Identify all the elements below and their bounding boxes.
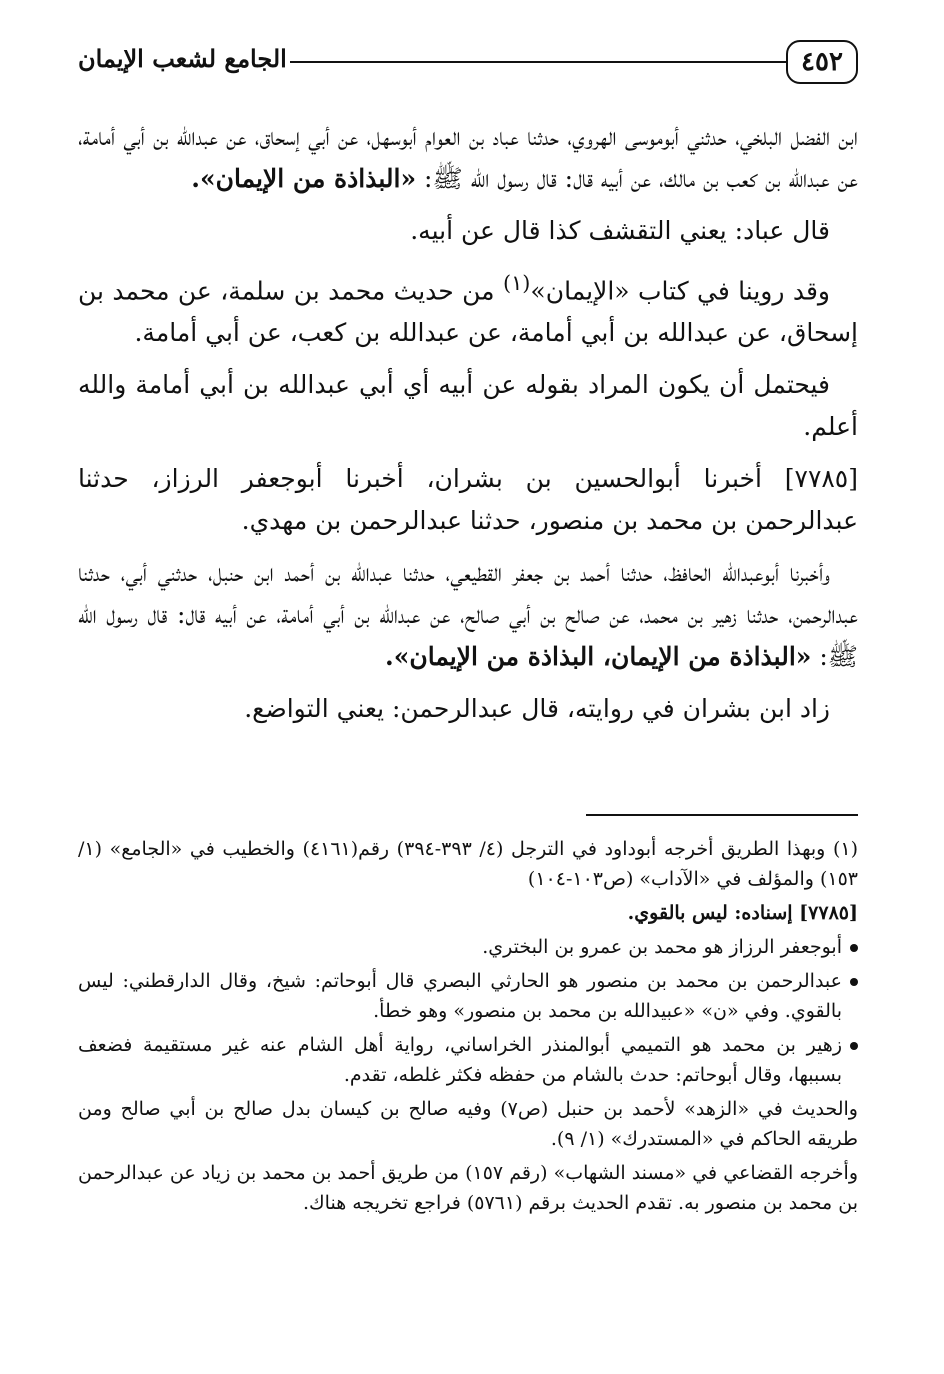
footnotes [78, 834, 858, 1222]
hadith-text: «البذاذة من الإيمان، البذاذة من الإيمان». [385, 642, 812, 672]
paragraph-7: زاد ابن بشران في روايته، قال عبدالرحمن: يعني التواضع. [244, 694, 830, 724]
paragraph-2: قال عباد: يعني التقشف كذا قال عن أبيه. [410, 216, 830, 245]
hadith-note: والحديث في «الزهد» لأحمد بن حنبل (ص٧) وفيه صالح بن كيسان بدل صالح بن أبي صالح ومن طريقه الحاكم في «المستدرك» (١/ ٩). [78, 1098, 858, 1150]
running-title: الجامع لشعب الإيمان [78, 44, 287, 73]
bullet-icon [850, 978, 858, 986]
main-text [78, 116, 858, 740]
narrator-list [78, 932, 858, 1090]
list-item [78, 932, 858, 962]
paragraph-text: أخبرنا أبوالحسين بن بشران، أخبرنا أبوجعفر الرزاز، حدثنا عبدالرحمن بن محمد بن منصور، حدثنا عبدالرحمن بن مهدي. [78, 464, 858, 536]
header-rule [290, 61, 786, 63]
paragraph-text: وأخبرنا أبوعبدالله الحافظ، حدثنا أحمد بن جعفر القطيعي، حدثنا عبدالله بن أحمد ابن حنبل، حدثني أبي، حدثنا عبدالرحمن، حدثنا زهير بن محمد، عن صالح بن أبي صالح، عن عبدالله بن أبي أمامة، عن أبيه قال: قال رسول الله ﷺ: [78, 558, 858, 672]
list-item-text: عبدالرحمن بن محمد بن منصور هو الحارثي البصري قال أبوحاتم: شيخ، وقال الدارقطني: ليس بالقوي. وفي «ن» «عبيدالله بن محمد بن منصور» وهو خطأ. [78, 970, 842, 1022]
bullet-icon [850, 1042, 858, 1050]
paragraph-text: وقد روينا في كتاب «الإيمان» [530, 276, 830, 306]
footnote-rule [586, 814, 858, 816]
paragraph-3 [78, 262, 858, 354]
list-item-text: زهير بن محمد هو التميمي أبوالمنذر الخراساني، رواية أهل الشام عنه غير مستقيمة فضعف بسببها، وقال أبوحاتم: حدث بالشام من حفظه فكثر غلطه، تقدم. [78, 1034, 842, 1086]
list-item [78, 966, 858, 1026]
extraction-note: وأخرجه القضاعي في «مسند الشهاب» (رقم ١٥٧) من طريق أحمد بن محمد بن زياد عن عبدالرحمن بن محمد بن منصور به. تقدم الحديث برقم (٥٧٦١) فراجع تخريجه هناك. [78, 1162, 858, 1214]
page-number: ٤٥٢ [786, 40, 858, 84]
footnote-marker: (١) [502, 271, 531, 295]
paragraph-6 [78, 552, 858, 678]
bullet-icon [850, 944, 858, 952]
footnote-1: (١) وبهذا الطريق أخرجه أبوداود في الترجل (٤/ ٣٩٣-٣٩٤) رقم(٤١٦١) والخطيب في «الجامع» (١/ ١٥٣) والمؤلف في «الآداب» (ص١٠٣-١٠٤) [78, 838, 858, 890]
list-item [78, 1030, 858, 1090]
hadith-number: [٧٧٨٥] [784, 464, 858, 494]
paragraph-4: فيحتمل أن يكون المراد بقوله عن أبيه أي أبي عبدالله بن أبي أمامة والله أعلم. [78, 370, 858, 442]
isnad-heading: [٧٧٨٥] إسناده: ليس بالقوي. [627, 902, 858, 924]
hadith-text: «البذاذة من الإيمان». [191, 164, 417, 193]
paragraph-1 [78, 116, 858, 200]
page-header [78, 40, 858, 92]
paragraph-5 [78, 458, 858, 542]
paragraph-text: من حديث محمد بن سلمة، عن محمد بن إسحاق، عن عبدالله بن أبي أمامة، عن عبدالله بن كعب، عن أبي أمامة. [78, 276, 858, 348]
list-item-text: أبوجعفر الرزاز هو محمد بن عمرو بن البختري. [482, 936, 842, 958]
paragraph-text: ابن الفضل البلخي، حدثني أبوموسى الهروي، حدثنا عباد بن العوام أبوسهل، عن أبي إسحاق، عن عبدالله بن أبي أمامة، عن عبدالله بن كعب بن مالك، عن أبيه قال: قال رسول الله ﷺ: [78, 122, 858, 193]
